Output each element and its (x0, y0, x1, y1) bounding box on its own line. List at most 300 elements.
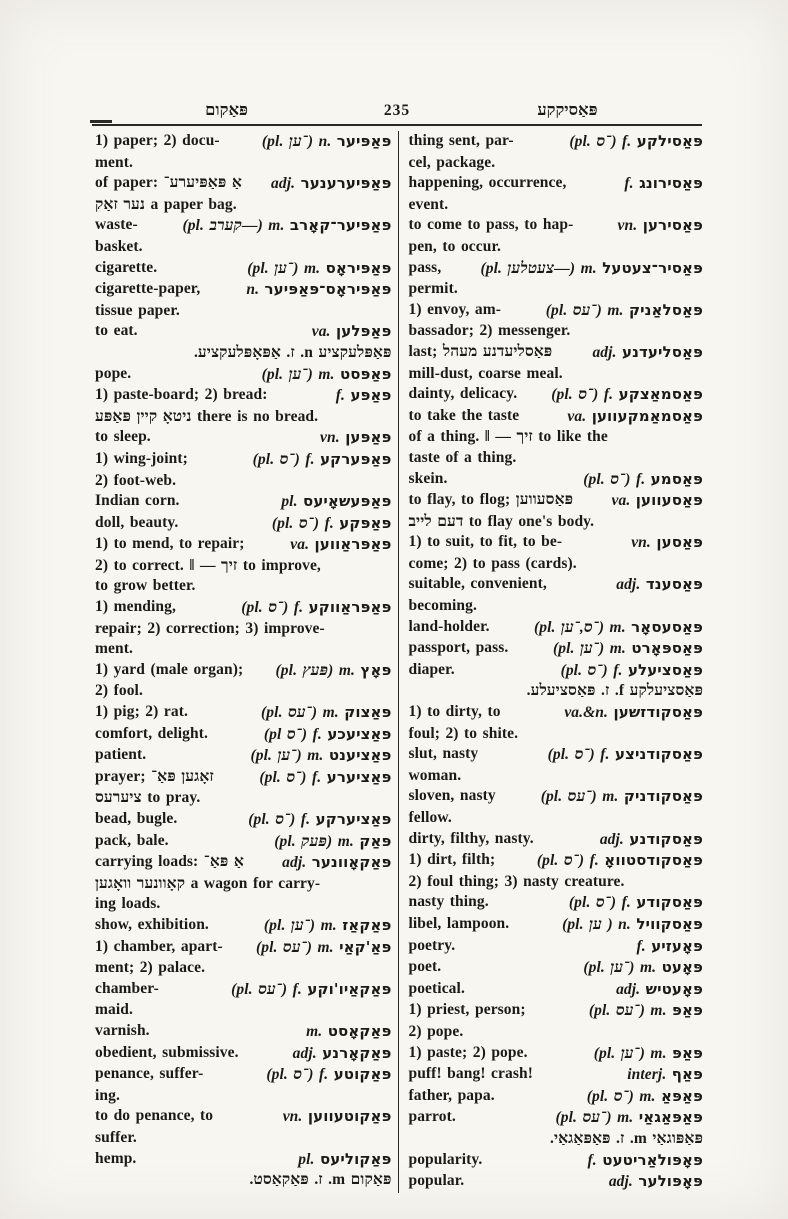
entry-right-cluster (594, 1043, 703, 1065)
headword: פּאַסיר־צעטעל (602, 258, 703, 277)
grammar-tag: (pl. ־ס) f. (252, 450, 315, 468)
entry-right-cluster (624, 173, 703, 195)
grammar-tag: (pl. ־ען) n. (261, 133, 332, 150)
dictionary-line (95, 427, 391, 449)
entry-right-cluster (320, 427, 391, 449)
headword: פּאַסלאַניק (628, 300, 703, 319)
definition-text: 1) mending, (95, 598, 176, 616)
headword: פּאַסקודזשען (613, 703, 703, 722)
headword: פּאַפּיערענער (300, 174, 392, 193)
definition-text: to eat. (95, 322, 138, 340)
cross-reference-text: פּאַפּוגאַי m. ז. פּאַפּאַגאַי. (549, 1129, 703, 1147)
definition-text: skein. (408, 469, 448, 487)
grammar-tag: (pl ־ס) f. (263, 725, 322, 743)
dictionary-line (95, 1128, 391, 1149)
headword: פּאָץ (360, 660, 392, 679)
grammar-tag: f. (636, 937, 646, 955)
entry-right-cluster (636, 936, 703, 958)
grammar-tag: va. (611, 492, 631, 510)
headword: פּאַסמע (650, 469, 703, 488)
grammar-tag: m. (306, 1022, 323, 1040)
dictionary-line (408, 427, 703, 448)
definition-text: to flay, to flog; פּאַסעווען (408, 491, 574, 509)
definition-text: to sleep. (95, 428, 151, 446)
definition-text: 2) to correct. ‖ — זיך to improve, (95, 556, 321, 574)
dictionary-line (408, 237, 703, 258)
headword: פּאַפּראַווקע (308, 598, 392, 617)
entry-right-cluster (283, 1106, 392, 1128)
definition-text: bead, bugle. (95, 810, 178, 827)
headword: פּאַפּערקע (320, 449, 392, 468)
definition-text: to grow better. (95, 577, 196, 595)
grammar-tag: (pl. ־עס) m. (261, 704, 339, 722)
definition-text: poetical. (408, 979, 465, 997)
cross-reference-text: פּאַקום m. ז. פּאַקאַסט. (249, 1171, 392, 1189)
grammar-tag: vn. (631, 534, 651, 552)
definition-text: 1) yard (male organ); (95, 660, 244, 678)
definition-text: 2) pope. (408, 1022, 464, 1040)
headword: פּאַף (671, 1065, 703, 1084)
grammar-tag: (pl. ־ס) f. (248, 811, 311, 828)
cross-reference-text: פּאַפּלעקציע n. ז. אַפּאָפּלעקציע. (193, 343, 392, 361)
definition-text: ניטאָ קיין פּאַפּע there is no bread. (95, 407, 319, 425)
dictionary-line (408, 469, 703, 491)
headword: פּאַציענט (328, 746, 392, 765)
entry-right-cluster (264, 724, 392, 746)
dictionary-line (95, 788, 391, 809)
definition-text: pack, bale. (95, 831, 169, 849)
definition-text: repair; 2) correction; 3) improve- (95, 619, 325, 637)
entry-right-cluster (551, 384, 703, 406)
definition-text: happening, occurrence, (408, 174, 567, 192)
headword: פּאָעטיש (645, 979, 703, 998)
entry-right-cluster (276, 660, 392, 682)
definition-text: נער זאַק a paper bag. (95, 195, 237, 213)
definition-text: poetry. (408, 936, 456, 954)
entry-right-cluster (247, 258, 391, 280)
definition-text: comfort, delight. (95, 724, 208, 742)
grammar-tag: (pl. ־ען) m. (553, 640, 626, 658)
dictionary-line (95, 556, 391, 577)
definition-text: קאָוונער וואָגען a wagon for carry- (95, 874, 321, 892)
definition-text: dainty, delicacy. (408, 385, 518, 403)
definition-text: permit. (408, 280, 458, 298)
dictionary-line (408, 173, 703, 195)
grammar-tag: interj. (627, 1066, 667, 1084)
headword: פּאַסענד (645, 575, 703, 594)
dictionary-line (408, 892, 703, 914)
entry-right-cluster (541, 786, 703, 808)
definition-text: to do penance, to (95, 1107, 214, 1125)
definition-text: cigarette-paper, (95, 280, 201, 298)
definition-text: come; 2) to pass (cards). (408, 554, 577, 572)
entry-right-cluster (589, 1000, 703, 1022)
entry-right-cluster (548, 744, 703, 766)
cross-reference-line (95, 1170, 391, 1191)
headword: פּאַסירען (642, 216, 703, 235)
entry-right-cluster (600, 829, 703, 851)
dictionary-line (408, 829, 703, 851)
grammar-tag: (pl. ־ען) m. (261, 365, 335, 383)
grammar-tag: adj. (599, 830, 624, 848)
grammar-tag: f. (335, 387, 345, 405)
headword: פּאַציערע (326, 767, 392, 786)
headword: פּאַק (359, 831, 392, 850)
guide-word-right: פּאַסיקקע (537, 100, 598, 119)
grammar-tag: (pl. פּעץ) m. (275, 661, 355, 679)
definition-text: slut, nasty (408, 745, 479, 763)
dictionary-line (95, 1149, 391, 1171)
grammar-tag: (pl. ־ען) m. (263, 916, 337, 934)
cross-reference-text: פּאַסציעלקע f. ז. פּאַסציעלע. (526, 682, 703, 700)
grammar-tag: adj. (616, 576, 641, 594)
dictionary-line (408, 300, 703, 322)
dictionary-line (408, 638, 703, 660)
dictionary-line (408, 1086, 703, 1108)
dictionary-line (408, 702, 703, 724)
dictionary-line (95, 449, 391, 471)
dictionary-line (95, 215, 391, 237)
headword: פּאַקוליעס (320, 1149, 392, 1168)
grammar-tag: pl. (298, 1150, 315, 1168)
definition-text: ment. (95, 640, 133, 658)
definition-text: thing sent, par- (408, 132, 514, 149)
dictionary-line (95, 639, 391, 660)
definition-text: bassador; 2) messenger. (408, 322, 571, 340)
definition-text: 1) to suit, to fit, to be- (408, 533, 563, 551)
column-left (95, 131, 398, 1193)
entry-right-cluster (569, 892, 703, 914)
definition-text: 2) foot-web. (95, 471, 177, 489)
dictionary-line (408, 195, 703, 216)
column-right (398, 131, 703, 1193)
dictionary-line (408, 724, 703, 745)
dictionary-line (408, 532, 703, 554)
definition-text: 2) fool. (95, 682, 143, 700)
entry-right-cluster (251, 745, 392, 767)
grammar-tag: (pl. ־ס) m. (586, 1087, 656, 1105)
grammar-tag: (pl. ־ס) f. (266, 1066, 329, 1084)
entry-right-cluster (618, 215, 703, 237)
grammar-tag: va. (567, 407, 587, 425)
headword: פּאַ'קאַי (339, 937, 392, 956)
headword: פּאַסקודניצע (615, 745, 703, 764)
dictionary-line (408, 342, 703, 364)
entry-right-cluster (306, 1021, 391, 1043)
dictionary-line (408, 872, 703, 893)
entry-right-cluster (561, 660, 703, 682)
headword: פּאַסען (656, 533, 703, 552)
definition-text: becoming. (408, 597, 477, 615)
headword: פּאַקוטעווען (307, 1107, 392, 1126)
definition-text: 1) dirt, filth; (408, 851, 496, 869)
grammar-tag: adj. (282, 854, 307, 872)
entry-right-cluster (281, 491, 391, 513)
headword: פּאַפּיער־קאָרב (289, 216, 392, 235)
dictionary-line (408, 850, 703, 872)
dictionary-line (95, 619, 391, 640)
entry-right-cluster (567, 406, 703, 428)
dictionary-line (95, 724, 391, 746)
cross-reference-line (408, 1129, 703, 1150)
grammar-tag: (pl. ־ען) m. (593, 1044, 667, 1062)
headword: פּאַפּקע (339, 513, 392, 532)
entry-right-cluster (588, 1150, 703, 1172)
dictionary-line (408, 1000, 703, 1022)
dictionary-line (408, 574, 703, 596)
entry-right-cluster (256, 937, 392, 959)
dictionary-line (95, 809, 391, 831)
dictionary-line (408, 766, 703, 787)
entry-right-cluster (609, 1171, 703, 1193)
headword: פּאַסעסאָר (631, 617, 703, 636)
definition-text: 1) paper; 2) docu- (95, 132, 220, 149)
definition-text: mill-dust, coarse meal. (408, 364, 563, 382)
entry-right-cluster (259, 767, 391, 789)
grammar-tag: (pl. ־ס) f. (569, 133, 632, 150)
dictionary-line (95, 1106, 391, 1128)
headword: פּאָעט (661, 958, 703, 977)
dictionary-line (95, 1021, 391, 1043)
headword: פּאַספּאָרט (631, 639, 703, 658)
dictionary-line (408, 617, 703, 639)
entry-right-cluster (282, 852, 391, 874)
definition-text: ציערעס to pray. (95, 789, 201, 807)
headword: פּאַפּ (672, 1043, 703, 1062)
entry-right-cluster (266, 1064, 391, 1086)
guide-word-left: פּאַקום (205, 100, 249, 119)
definition-text: suitable, convenient, (408, 575, 547, 593)
definition-text: 2) foul thing; 3) nasty creature. (408, 872, 625, 890)
dictionary-line (95, 173, 391, 195)
dictionary-line (408, 1022, 703, 1043)
entry-right-cluster (583, 469, 703, 491)
entry-right-cluster (298, 1149, 391, 1171)
dictionary-line (408, 448, 703, 469)
dictionary-line (408, 1064, 703, 1086)
definition-text: 1) to mend, to repair; (95, 535, 245, 553)
grammar-tag: va. (311, 323, 331, 341)
grammar-tag: va. (290, 536, 310, 554)
definition-text: pen, to occur. (408, 237, 502, 255)
entry-right-cluster (336, 385, 392, 407)
dictionary-line (408, 321, 703, 342)
definition-text: suffer. (95, 1128, 137, 1146)
grammar-tag: (pl. ען ) n. (562, 915, 631, 933)
definition-text: sloven, nasty (408, 787, 496, 805)
dictionary-line (95, 491, 391, 513)
definition-text: diaper. (408, 660, 455, 678)
grammar-tag: (pl. קערב—) m. (182, 217, 285, 235)
headword: פּאַפּעשאָיעס (303, 492, 392, 511)
dictionary-line (408, 979, 703, 1001)
definition-text: tissue paper. (95, 301, 180, 319)
headword: פּאָעזיע (651, 936, 703, 955)
dictionary-line (95, 894, 391, 915)
entry-right-cluster (480, 258, 703, 280)
entry-right-cluster (262, 131, 392, 153)
dictionary-line (95, 1064, 391, 1086)
definition-text: cigarette. (95, 258, 158, 276)
dictionary-line (408, 1043, 703, 1065)
grammar-tag: f. (587, 1151, 597, 1169)
dictionary-line (95, 407, 391, 428)
entry-right-cluster (587, 1086, 703, 1108)
definition-text: waste- (95, 216, 138, 234)
entry-right-cluster (271, 173, 391, 195)
grammar-tag: vn. (282, 1108, 303, 1126)
grammar-tag: adj. (616, 980, 641, 998)
headword: פּאַסליעדנע (622, 342, 703, 361)
dictionary-line (95, 979, 391, 1001)
dictionary-line (408, 490, 703, 512)
definition-text: pope. (95, 364, 132, 382)
definition-text: basket. (95, 237, 143, 255)
grammar-tag: (pl. ־ס) f. (271, 514, 334, 532)
header-rule (92, 124, 702, 126)
cross-reference-line (408, 681, 703, 702)
grammar-tag: (pl. ־ס) f. (568, 894, 631, 912)
entry-right-cluster (264, 915, 392, 937)
dictionary-line (95, 681, 391, 702)
entry-right-cluster (246, 279, 391, 301)
dictionary-line (408, 914, 703, 936)
definition-text: 1) chamber, apart- (95, 937, 223, 955)
dictionary-line (408, 258, 703, 280)
definition-text: ment; 2) palace. (95, 959, 206, 977)
headword: פּאַפּסט (339, 364, 392, 383)
grammar-tag: n. (246, 281, 260, 299)
dictionary-line (408, 406, 703, 428)
entry-right-cluster (616, 574, 703, 596)
dictionary-line (95, 597, 391, 619)
definition-text: penance, suffer- (95, 1065, 204, 1083)
entry-right-cluster (293, 1043, 392, 1065)
headword: פּאַפּיער (336, 132, 392, 150)
dictionary-line (95, 301, 391, 322)
grammar-tag: vn. (320, 429, 340, 447)
grammar-tag: adj. (608, 1173, 633, 1191)
dictionary-line (408, 596, 703, 617)
headword: פּאָפּולאַריטעט (602, 1150, 703, 1169)
definition-text: chamber- (95, 979, 159, 997)
definition-text: patient. (95, 746, 147, 764)
dictionary-line (95, 513, 391, 535)
definition-text: ing loads. (95, 895, 161, 913)
dictionary-line (408, 936, 703, 958)
definition-text: foul; 2) to shite. (408, 724, 519, 742)
definition-text: 1) paste; 2) pope. (408, 1043, 528, 1061)
entry-right-cluster (261, 702, 391, 724)
dictionary-line (95, 660, 391, 682)
dictionary-line (95, 1043, 391, 1065)
definition-text: nasty thing. (408, 893, 489, 911)
entry-right-cluster (583, 957, 703, 979)
headword: פּאַסקודנע (629, 829, 703, 848)
headword: פּאַפּען (345, 428, 392, 447)
definition-text: prayer; זאָגען פּאַ־ (95, 767, 214, 785)
entry-right-cluster (611, 490, 703, 512)
dictionary-line (95, 1086, 391, 1107)
dictionary-line (95, 534, 391, 556)
grammar-tag: (pl. ־ען) m. (583, 959, 657, 977)
dictionary-line (408, 364, 703, 385)
definition-text: ing. (95, 1086, 120, 1104)
definition-text: doll, beauty. (95, 513, 179, 531)
entry-right-cluster (592, 342, 703, 364)
text-columns (95, 131, 703, 1193)
definition-text: Indian corn. (95, 492, 180, 510)
definition-text: hemp. (95, 1149, 137, 1167)
definition-text: passport, pass. (408, 639, 509, 657)
definition-text: obedient, submissive. (95, 1043, 239, 1061)
grammar-tag: f. (624, 175, 634, 193)
cross-reference-line (95, 343, 391, 364)
definition-text: 1) pig; 2) rat. (95, 703, 188, 721)
definition-text: last; פּאַסליעדנע מעהל (408, 342, 553, 360)
headword: פּאַקאַז (342, 915, 392, 934)
page-number: 235 (383, 102, 411, 119)
definition-text: to come to pass, to hap- (408, 216, 574, 234)
entry-right-cluster (553, 638, 703, 660)
grammar-tag: (pl. ־עס) m. (545, 301, 624, 319)
headword: פּאַסעווען (635, 491, 703, 510)
definition-text: parrot. (408, 1108, 456, 1126)
headword: פּאַקאָסט (327, 1021, 392, 1040)
definition-text: pass, (408, 258, 442, 276)
dictionary-line (408, 660, 703, 682)
dictionary-line (95, 745, 391, 767)
definition-text: cel, package. (408, 153, 496, 171)
grammar-tag: (pl. ־ס) f. (560, 661, 623, 679)
dictionary-line (408, 512, 703, 533)
definition-text: to take the taste (408, 406, 520, 424)
dictionary-line (95, 874, 391, 895)
grammar-tag: (pl. ־ס) f. (536, 852, 599, 870)
headword: פּאַקאַיו'וקע (307, 979, 392, 998)
entry-right-cluster (262, 364, 392, 386)
entry-right-cluster (537, 850, 703, 872)
grammar-tag: (pl. ־עס) m. (588, 1002, 667, 1020)
dictionary-line (408, 957, 703, 979)
headword: פּאַסמאַמקעווען (591, 406, 703, 425)
dictionary-line (95, 767, 391, 789)
entry-right-cluster (274, 831, 391, 853)
grammar-tag: (pl. ־ס) f. (259, 768, 322, 786)
dictionary-line (95, 915, 391, 937)
dictionary-line (408, 384, 703, 406)
dictionary-line (408, 153, 703, 174)
entry-right-cluster (182, 215, 391, 237)
entry-right-cluster (312, 321, 392, 343)
grammar-tag: adj. (592, 343, 617, 361)
headword: פּאַפּע (350, 386, 392, 405)
definition-text: varnish. (95, 1021, 150, 1039)
grammar-tag: (pl. ־עס) f. (231, 980, 302, 998)
headword: פּאַפּאַ (661, 1086, 703, 1105)
dictionary-line (95, 385, 391, 407)
dictionary-line (408, 554, 703, 575)
entry-right-cluster (569, 131, 703, 153)
definition-text: poet. (408, 958, 442, 976)
definition-text: popular. (408, 1172, 465, 1190)
dictionary-line (95, 131, 391, 153)
headword: פּאַפּ (672, 1001, 703, 1020)
headword: פּאַסקודע (636, 893, 703, 912)
grammar-tag: (pl. ־עס) m. (255, 938, 334, 956)
definition-text: father, papa. (408, 1086, 495, 1104)
dictionary-line (95, 321, 391, 343)
